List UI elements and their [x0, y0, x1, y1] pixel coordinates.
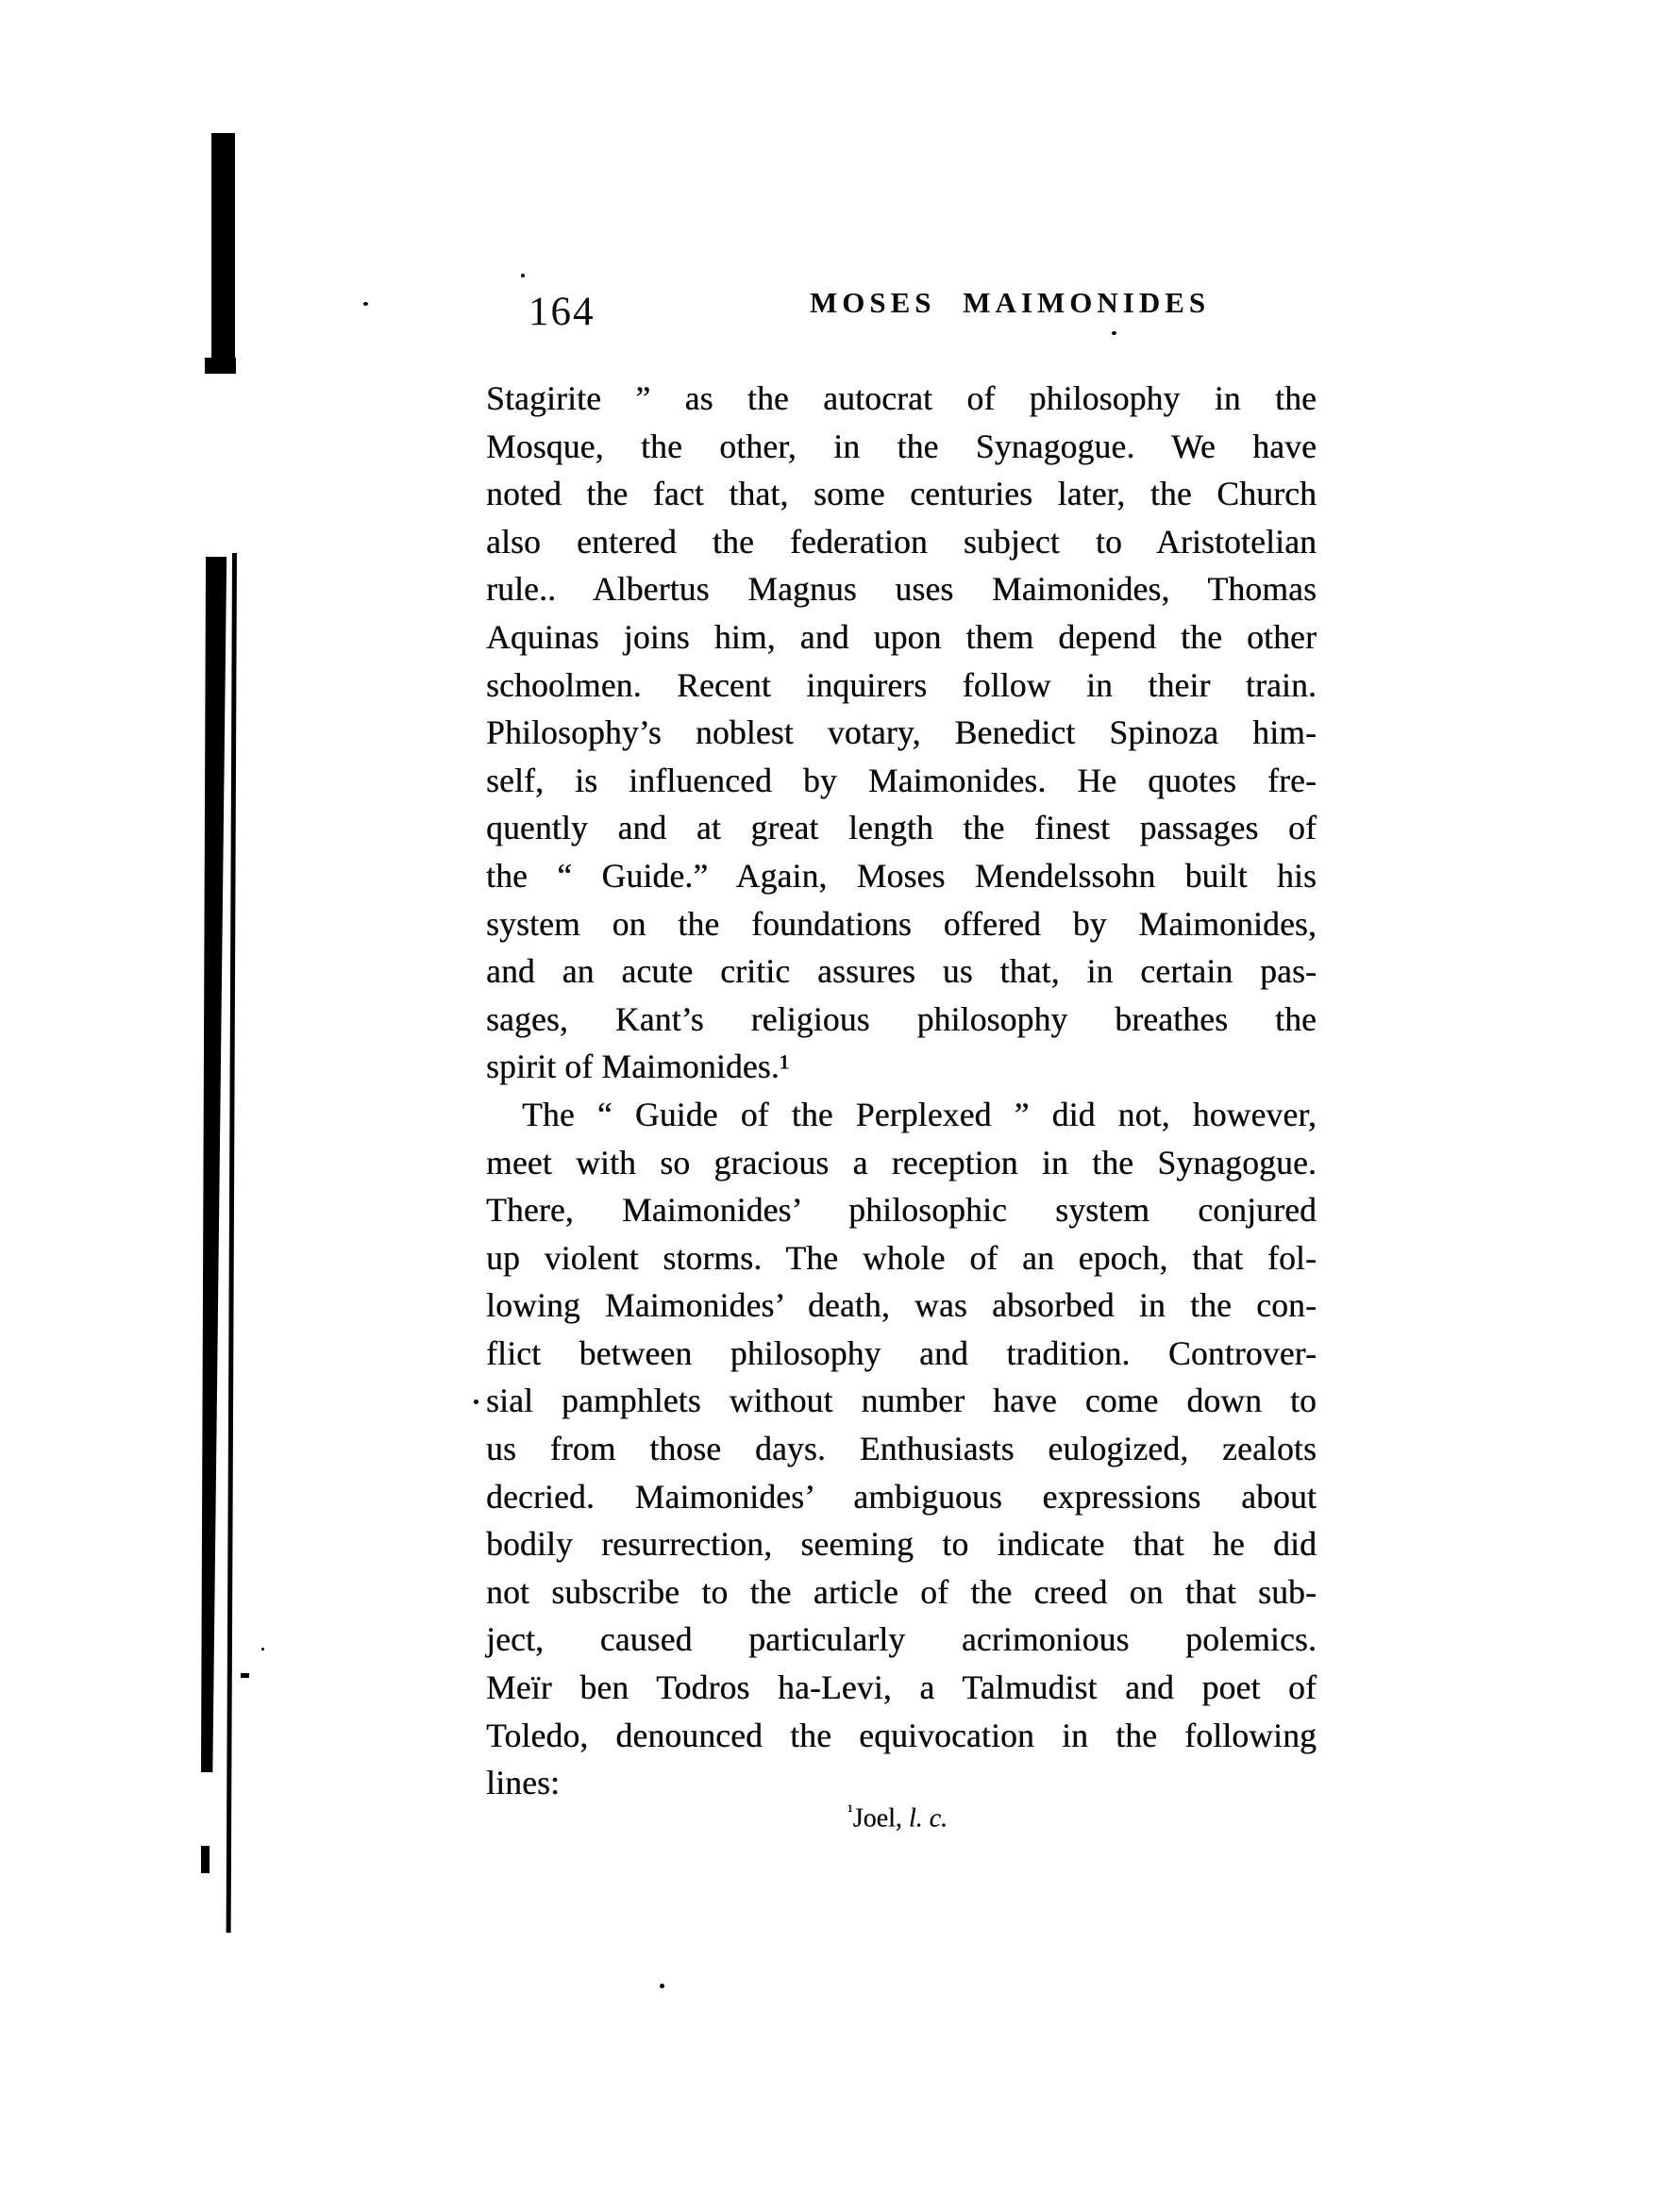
text-line: Stagirite ” as the autocrat of philosophy in the	[486, 379, 1317, 417]
text-line: up violent storms. The whole of an epoch, that fol-	[486, 1238, 1317, 1277]
text-line: There, Maimonides’ philosophic system conjured	[486, 1191, 1317, 1230]
text-line: bodily resurrection, seeming to indicate that he did	[486, 1525, 1317, 1564]
text-line: lines:	[486, 1764, 561, 1802]
text-line: ject, caused particularly acrimonious polemics.	[486, 1620, 1317, 1659]
scan-speck	[521, 274, 525, 277]
text-line: spirit of Maimonides.¹	[486, 1047, 790, 1086]
scan-artifact-top-bar-foot	[205, 358, 236, 374]
text-line: rule.. Albertus Magnus uses Maimonides, Thomas	[486, 570, 1317, 609]
scan-speck	[363, 302, 368, 306]
scan-artifact-gutter-bar	[201, 557, 227, 1772]
text-line: Mosque, the other, in the Synagogue. We have	[486, 427, 1317, 465]
text-line: the “ Guide.” Again, Moses Mendelssohn built his	[486, 856, 1317, 895]
footnote-citation: l. c.	[908, 1803, 948, 1834]
text-line: meet with so gracious a reception in the Synagogue.	[486, 1143, 1317, 1181]
text-line: self, is influenced by Maimonides. He quotes fre-	[486, 761, 1317, 799]
text-line: us from those days. Enthusiasts eulogized, zealots	[486, 1430, 1317, 1468]
scan-artifact-top-bar	[211, 133, 235, 363]
scan-speck	[261, 1648, 264, 1651]
scan-artifact-thin-rule	[226, 553, 237, 1933]
text-line: sial pamphlets without number have come down to	[486, 1382, 1317, 1420]
text-line: system on the foundations offered by Maimonides,	[486, 904, 1317, 943]
footnote	[847, 1801, 948, 1834]
text-line: not subscribe to the article of the creed on that sub-	[486, 1572, 1317, 1611]
footnote-marker: ¹	[847, 1801, 853, 1821]
text-line: flict between philosophy and tradition. Controver-	[486, 1333, 1317, 1372]
text-line: Toledo, denounced the equivocation in the following	[486, 1716, 1317, 1754]
text-line: schoolmen. Recent inquirers follow in their train.	[486, 665, 1317, 704]
scan-artifact-tick	[241, 1673, 249, 1678]
text-line: lowing Maimonides’ death, was absorbed in the con-	[486, 1286, 1317, 1325]
body-text	[486, 375, 1317, 1807]
scan-speck	[660, 1984, 664, 1988]
scan-speck	[1112, 331, 1116, 335]
footnote-author: Joel,	[852, 1803, 909, 1834]
text-line: Philosophy’s noblest votary, Benedict Spinoza him-	[486, 713, 1317, 752]
text-line: noted the fact that, some centuries later, the Church	[486, 475, 1317, 513]
text-line: decried. Maimonides’ ambiguous expressions about	[486, 1477, 1317, 1516]
page-number: 164	[528, 290, 596, 334]
scan-artifact-small-mark	[201, 1846, 210, 1873]
text-line: Aquinas joins him, and upon them depend the other	[486, 617, 1317, 656]
running-title: MOSES MAIMONIDES	[810, 286, 1211, 319]
text-line: Meïr ben Todros ha-Levi, a Talmudist and poet of	[486, 1668, 1317, 1707]
text-line: sages, Kant’s religious philosophy breathes the	[486, 999, 1317, 1038]
text-line: quently and at great length the finest passages of	[486, 809, 1317, 847]
text-line: and an acute critic assures us that, in certain pas-	[486, 952, 1317, 991]
text-line: also entered the federation subject to Aristotelian	[486, 522, 1317, 561]
text-line: The “ Guide of the Perplexed ” did not, however,	[522, 1095, 1317, 1133]
scan-speck	[474, 1399, 478, 1404]
